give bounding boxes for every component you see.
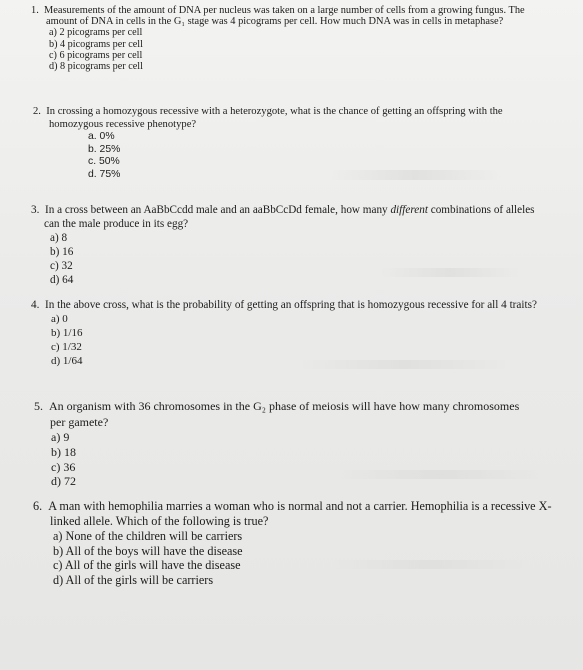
- answer-options: [50, 231, 583, 287]
- answer-option-c: c) 6 picograms per cell: [49, 49, 143, 61]
- answer-option-d: d) All of the girls will be carriers: [53, 572, 214, 587]
- question-stem: [0, 5, 546, 27]
- answer-option-a: a) None of the children will be carriers: [53, 529, 243, 543]
- question-stem: [0, 298, 561, 312]
- question-number: 4.: [31, 299, 40, 311]
- answer-option-d: d) 8 picograms per cell: [49, 61, 143, 73]
- answer-options: [51, 312, 583, 368]
- question-text-emphasis: different: [390, 204, 428, 216]
- question-text: In crossing a homozygous recessive with a heterozygote, what is the chance of getting an offspring with the homozygous recessive phenotype?: [46, 106, 503, 130]
- answer-option-d: d. 75%: [88, 168, 121, 180]
- answer-options: [49, 27, 583, 72]
- question-1: [0, 5, 583, 72]
- question-3: [0, 203, 583, 287]
- answer-option-c: c) 36: [51, 459, 76, 474]
- answer-option-b: b) 18: [51, 444, 76, 459]
- answer-option-a: a) 0: [51, 313, 68, 325]
- question-number: 1.: [31, 5, 39, 16]
- question-number: 5.: [34, 399, 43, 413]
- answer-option-b: b) 4 picograms per cell: [49, 38, 143, 50]
- answer-option-c: c) 32: [50, 260, 73, 272]
- answer-options: [53, 529, 583, 587]
- question-2: [0, 106, 583, 182]
- answer-option-d: d) 1/64: [51, 355, 83, 367]
- answer-option-d: d) 72: [51, 474, 76, 489]
- question-stem: [0, 399, 530, 430]
- answer-option-a: a) 2 picograms per cell: [49, 27, 143, 39]
- answer-option-d: d) 64: [50, 274, 74, 286]
- question-5: [0, 399, 583, 489]
- question-number: 6.: [33, 499, 43, 513]
- question-number: 3.: [31, 204, 40, 216]
- answer-option-a: a) 9: [51, 430, 70, 444]
- question-stem: [0, 203, 549, 231]
- question-6: [0, 499, 583, 587]
- answer-option-b: b) All of the boys will have the disease: [53, 543, 243, 558]
- answer-option-a: a) 8: [50, 232, 68, 244]
- answer-option-b: b) 1/16: [51, 327, 83, 339]
- question-text-continued: combinations of alleles can the male produce in its egg?: [44, 204, 535, 230]
- answer-option-c: c. 50%: [88, 156, 120, 168]
- question-stem: [0, 106, 559, 131]
- answer-options: [88, 131, 583, 181]
- question-stem: [0, 499, 580, 529]
- question-text: A man with hemophilia marries a woman who is normal and not a carrier. Hemophilia is a recessive X-linked allele. Which of the following is true?: [48, 499, 552, 528]
- question-text: An organism with 36 chromosomes in the G₂ phase of meiosis will have how many chromosomes per gamete?: [49, 399, 520, 429]
- answer-option-b: b. 25%: [88, 143, 121, 155]
- answer-options: [51, 430, 583, 489]
- answer-option-c: c) All of the girls will have the disease: [53, 558, 241, 573]
- answer-option-c: c) 1/32: [51, 341, 82, 353]
- answer-option-a: a. 0%: [88, 131, 115, 143]
- question-number: 2.: [33, 106, 41, 117]
- question-text: Measurements of the amount of DNA per nucleus was taken on a large number of cells from a growing fungus. The amount of DNA in cells in the G₁ stage was 4 picograms per cell. How much DNA was in cells in metaphase?: [44, 5, 525, 28]
- answer-option-b: b) 16: [50, 246, 74, 258]
- question-text: In the above cross, what is the probability of getting an offspring that is homozygous recessive for all 4 traits?: [44, 299, 537, 311]
- question-4: [0, 298, 583, 368]
- question-text: In a cross between an AaBbCcdd male and an aaBbCcDd female, how many: [44, 204, 391, 216]
